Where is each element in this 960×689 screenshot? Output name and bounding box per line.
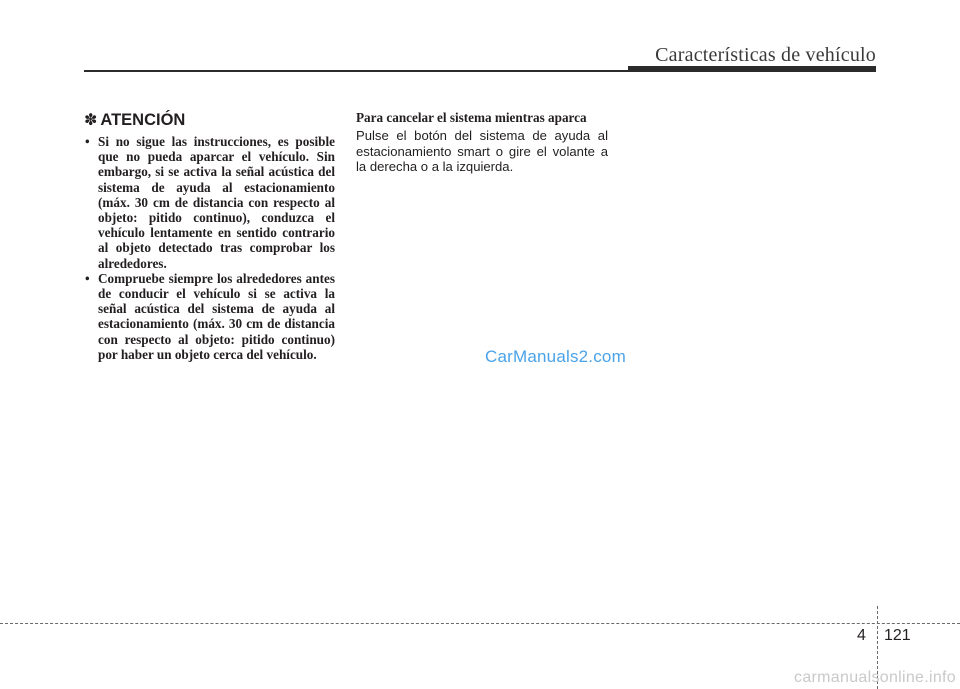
header-rule [84, 70, 628, 72]
asterisk-icon: ✽ [84, 112, 98, 129]
list-item-text: Si no sigue las instrucciones, es posible que no pueda aparcar el vehículo. Sin embargo, si se activa la señal acústica del sistema de ayuda al estacionamiento (máx. 30 cm de distancia con respecto al objeto: pitido continuo), conduzca el vehículo lentamente en sentido contrario al objeto detectado tras comprobar los alrededores. [98, 134, 335, 271]
chapter-number: 4 [857, 627, 866, 644]
footer-divider [0, 623, 960, 624]
watermark-link[interactable]: CarManuals2.com [485, 347, 626, 366]
caution-box [84, 110, 335, 362]
caution-list [84, 134, 335, 362]
header-rule-thick [628, 66, 876, 72]
bullet-icon: • [85, 134, 90, 149]
list-item [84, 134, 335, 271]
page-number: 121 [884, 627, 911, 644]
caution-heading [84, 110, 335, 130]
site-watermark: carmanualsonline.info [794, 669, 956, 686]
cancel-section [356, 110, 608, 175]
cancel-body: Pulse el botón del sistema de ayuda al estacionamiento smart o gire el volante a la derecha o a la izquierda. [356, 128, 608, 174]
list-item-text: Compruebe siempre los alrededores antes de conducir el vehículo si se activa la señal acústica del sistema de ayuda al estacionamiento (máx. 30 cm de distancia con respecto al objeto: pitido continuo) por haber un objeto cerca del vehículo. [98, 270, 335, 362]
caution-heading-label: ATENCIÓN [100, 110, 186, 129]
page-section-title: Características de vehículo [655, 44, 876, 66]
cancel-heading: Para cancelar el sistema mientras aparca [356, 110, 587, 125]
bullet-icon: • [85, 270, 90, 286]
list-item [84, 271, 335, 362]
